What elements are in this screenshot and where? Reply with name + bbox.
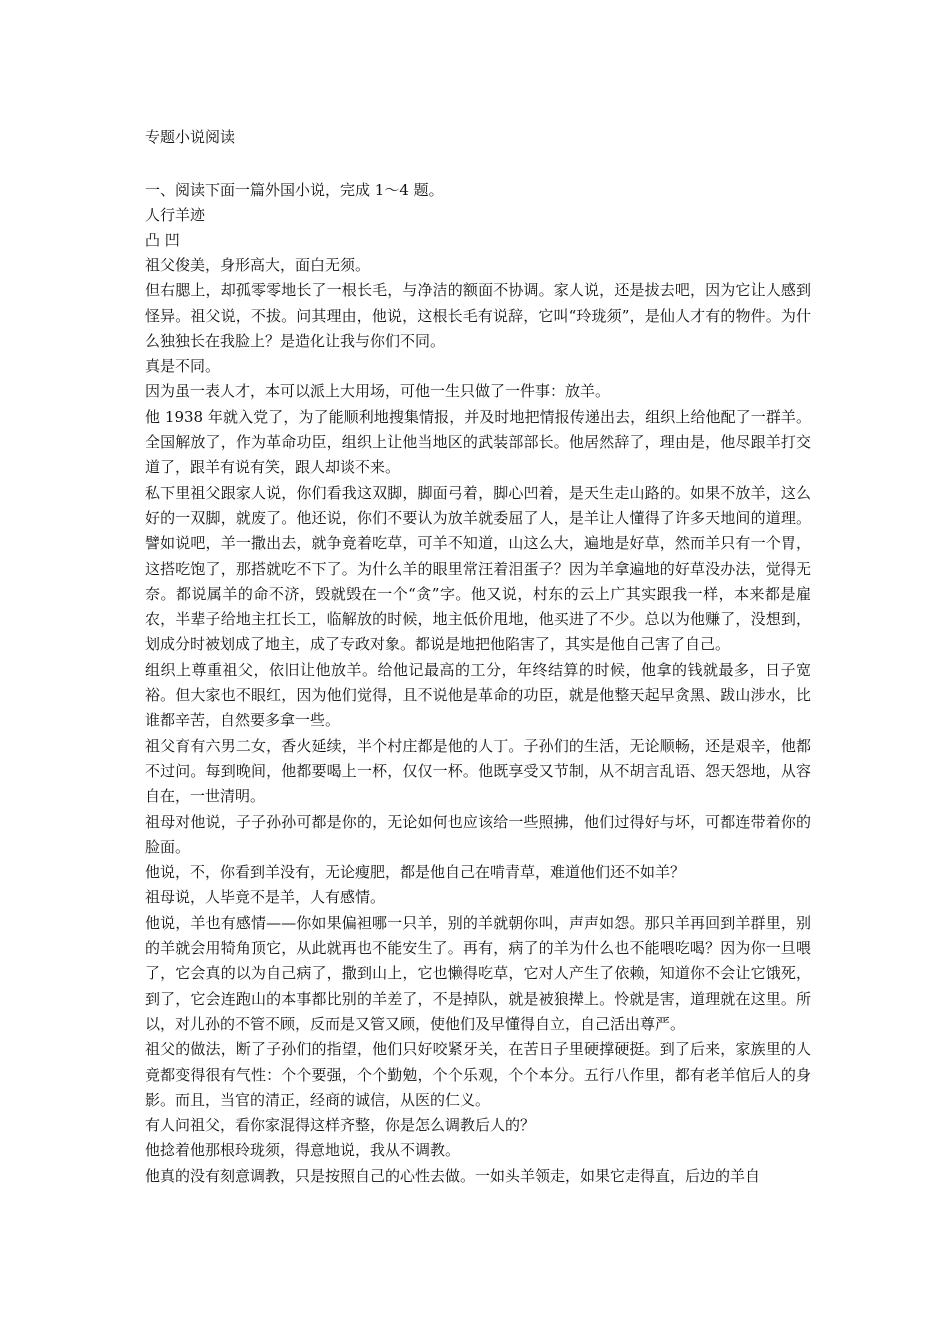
paragraph: 真是不同。 <box>145 357 221 376</box>
paragraph: 祖母说，人毕竟不是羊，人有感情。 <box>145 888 386 907</box>
story-author: 凸 凹 <box>145 231 180 249</box>
paragraph: 但右腮上，却孤零零地长了一根长毛，与净洁的额面不协调。家人说，还是拔去吧，因为它让人感到怪异。祖父说，不拔。问其理由，他说，这根长毛有说辞，它叫“玲珑须”，是仙人才有的物件。为什么独独长在我脸上？是造化让我与你们不同。 <box>145 281 811 350</box>
paragraph: 他真的没有刻意调教，只是按照自己的心性去做。一如头羊领走，如果它走得直，后边的羊自 <box>145 1166 761 1185</box>
paragraph: 他说，不，你看到羊没有，无论瘦肥，都是他自己在啃青草，难道他们还不如羊？ <box>145 863 686 882</box>
paragraph: 他捻着他那根玲珑须，得意地说，我从不调教。 <box>145 1141 461 1160</box>
paragraph: 组织上尊重祖父，依旧让他放羊。给他记最高的工分，年终结算的时候，他拿的钱就最多，日子宽裕。但大家也不眼红，因为他们觉得，且不说他是革命的功臣，就是他整天起早贪黑、跋山涉水，比谁都辛苦，自然要多拿一些。 <box>145 660 811 730</box>
paragraph: 他说，羊也有感情——你如果偏袒哪一只羊，别的羊就朝你叫，声声如怨。那只羊再回到羊群里，别的羊就会用犄角顶它，从此就再也不能安生了。再有，病了的羊为什么也不能喂吃喝？因为你一旦喂了，它会真的以为自己病了，撒到山上，它也懒得吃草，它对人产生了依赖，知道你不会让它饿死，到了，它会连跑山的本事都比别的羊差了，不是掉队，就是被狼撵上。怜就是害，道理就在这里。所以，对儿孙的不管不顾，反而是又管又顾，使他们及早懂得自立，自己活出尊严。 <box>145 913 811 1033</box>
document-page <box>145 124 811 1189</box>
paragraph: 祖父的做法，断了子孙们的指望，他们只好咬紧牙关，在苦日子里硬撑硬挺。到了后来，家族里的人竟都变得很有气性：个个要强，个个勤勉，个个乐观，个个本分。五行八作里，都有老羊倌后人的身影。而且，当官的清正，经商的诚信，从医的仁义。 <box>145 1040 811 1109</box>
paragraph: 他 1938 年就入党了，为了能顺利地搜集情报，并及时地把情报传递出去，组织上给他配了一群羊。全国解放了，作为革命功臣，组织上让他当地区的武装部部长。他居然辞了，理由是，他尽跟羊打交道了，跟羊有说有笑，跟人却谈不来。 <box>145 407 811 477</box>
document-title: 专题小说阅读 <box>145 128 236 146</box>
blank-line <box>145 151 811 178</box>
story-title: 人行羊迹 <box>145 206 206 224</box>
section-heading: 一、阅读下面一篇外国小说，完成 1～4 题。 <box>145 181 444 199</box>
paragraph: 祖父俊美，身形高大，面白无须。 <box>145 256 371 274</box>
paragraph: 有人问祖父，看你家混得这样齐整，你是怎么调教后人的？ <box>145 1116 536 1135</box>
paragraph: 祖母对他说，子子孙孙可都是你的，无论如何也应该给一些照拂，他们过得好与坏，可都连带着你的脸面。 <box>145 812 811 856</box>
paragraph: 祖父育有六男二女，香火延续，半个村庄都是他的人丁。子孙们的生活，无论顺畅，还是艰辛，他都不过问。每到晚间，他都要喝上一杯，仅仅一杯。他既享受又节制，从不胡言乱语、怨天怨地，从容自在，一世清明。 <box>145 736 811 806</box>
paragraph: 因为虽一表人才，本可以派上大用场，可他一生只做了一件事：放羊。 <box>145 382 611 401</box>
paragraph: 私下里祖父跟家人说，你们看我这双脚，脚面弓着，脚心凹着，是天生走山路的。如果不放羊，这么好的一双脚，就废了。他还说，你们不要认为放羊就委屈了人，是羊让人懂得了许多天地间的道理。譬如说吧，羊一撒出去，就争竟着吃草，可羊不知道，山这么大，遍地是好草，然而羊只有一个胃，这搭吃饱了，那搭就吃不下了。为什么羊的眼里常汪着泪蛋子？因为羊拿遍地的好草没办法，觉得无奈。都说属羊的命不济，毁就毁在一个“贪”字。他又说，村东的云上广其实跟我一样，本来都是雇农，半辈子给地主扛长工，临解放的时候，地主低价甩地，他买进了不少。总以为他赚了，没想到，划成分时被划成了地主，成了专政对象。都说是地把他陷害了，其实是他自己害了自己。 <box>145 483 811 654</box>
